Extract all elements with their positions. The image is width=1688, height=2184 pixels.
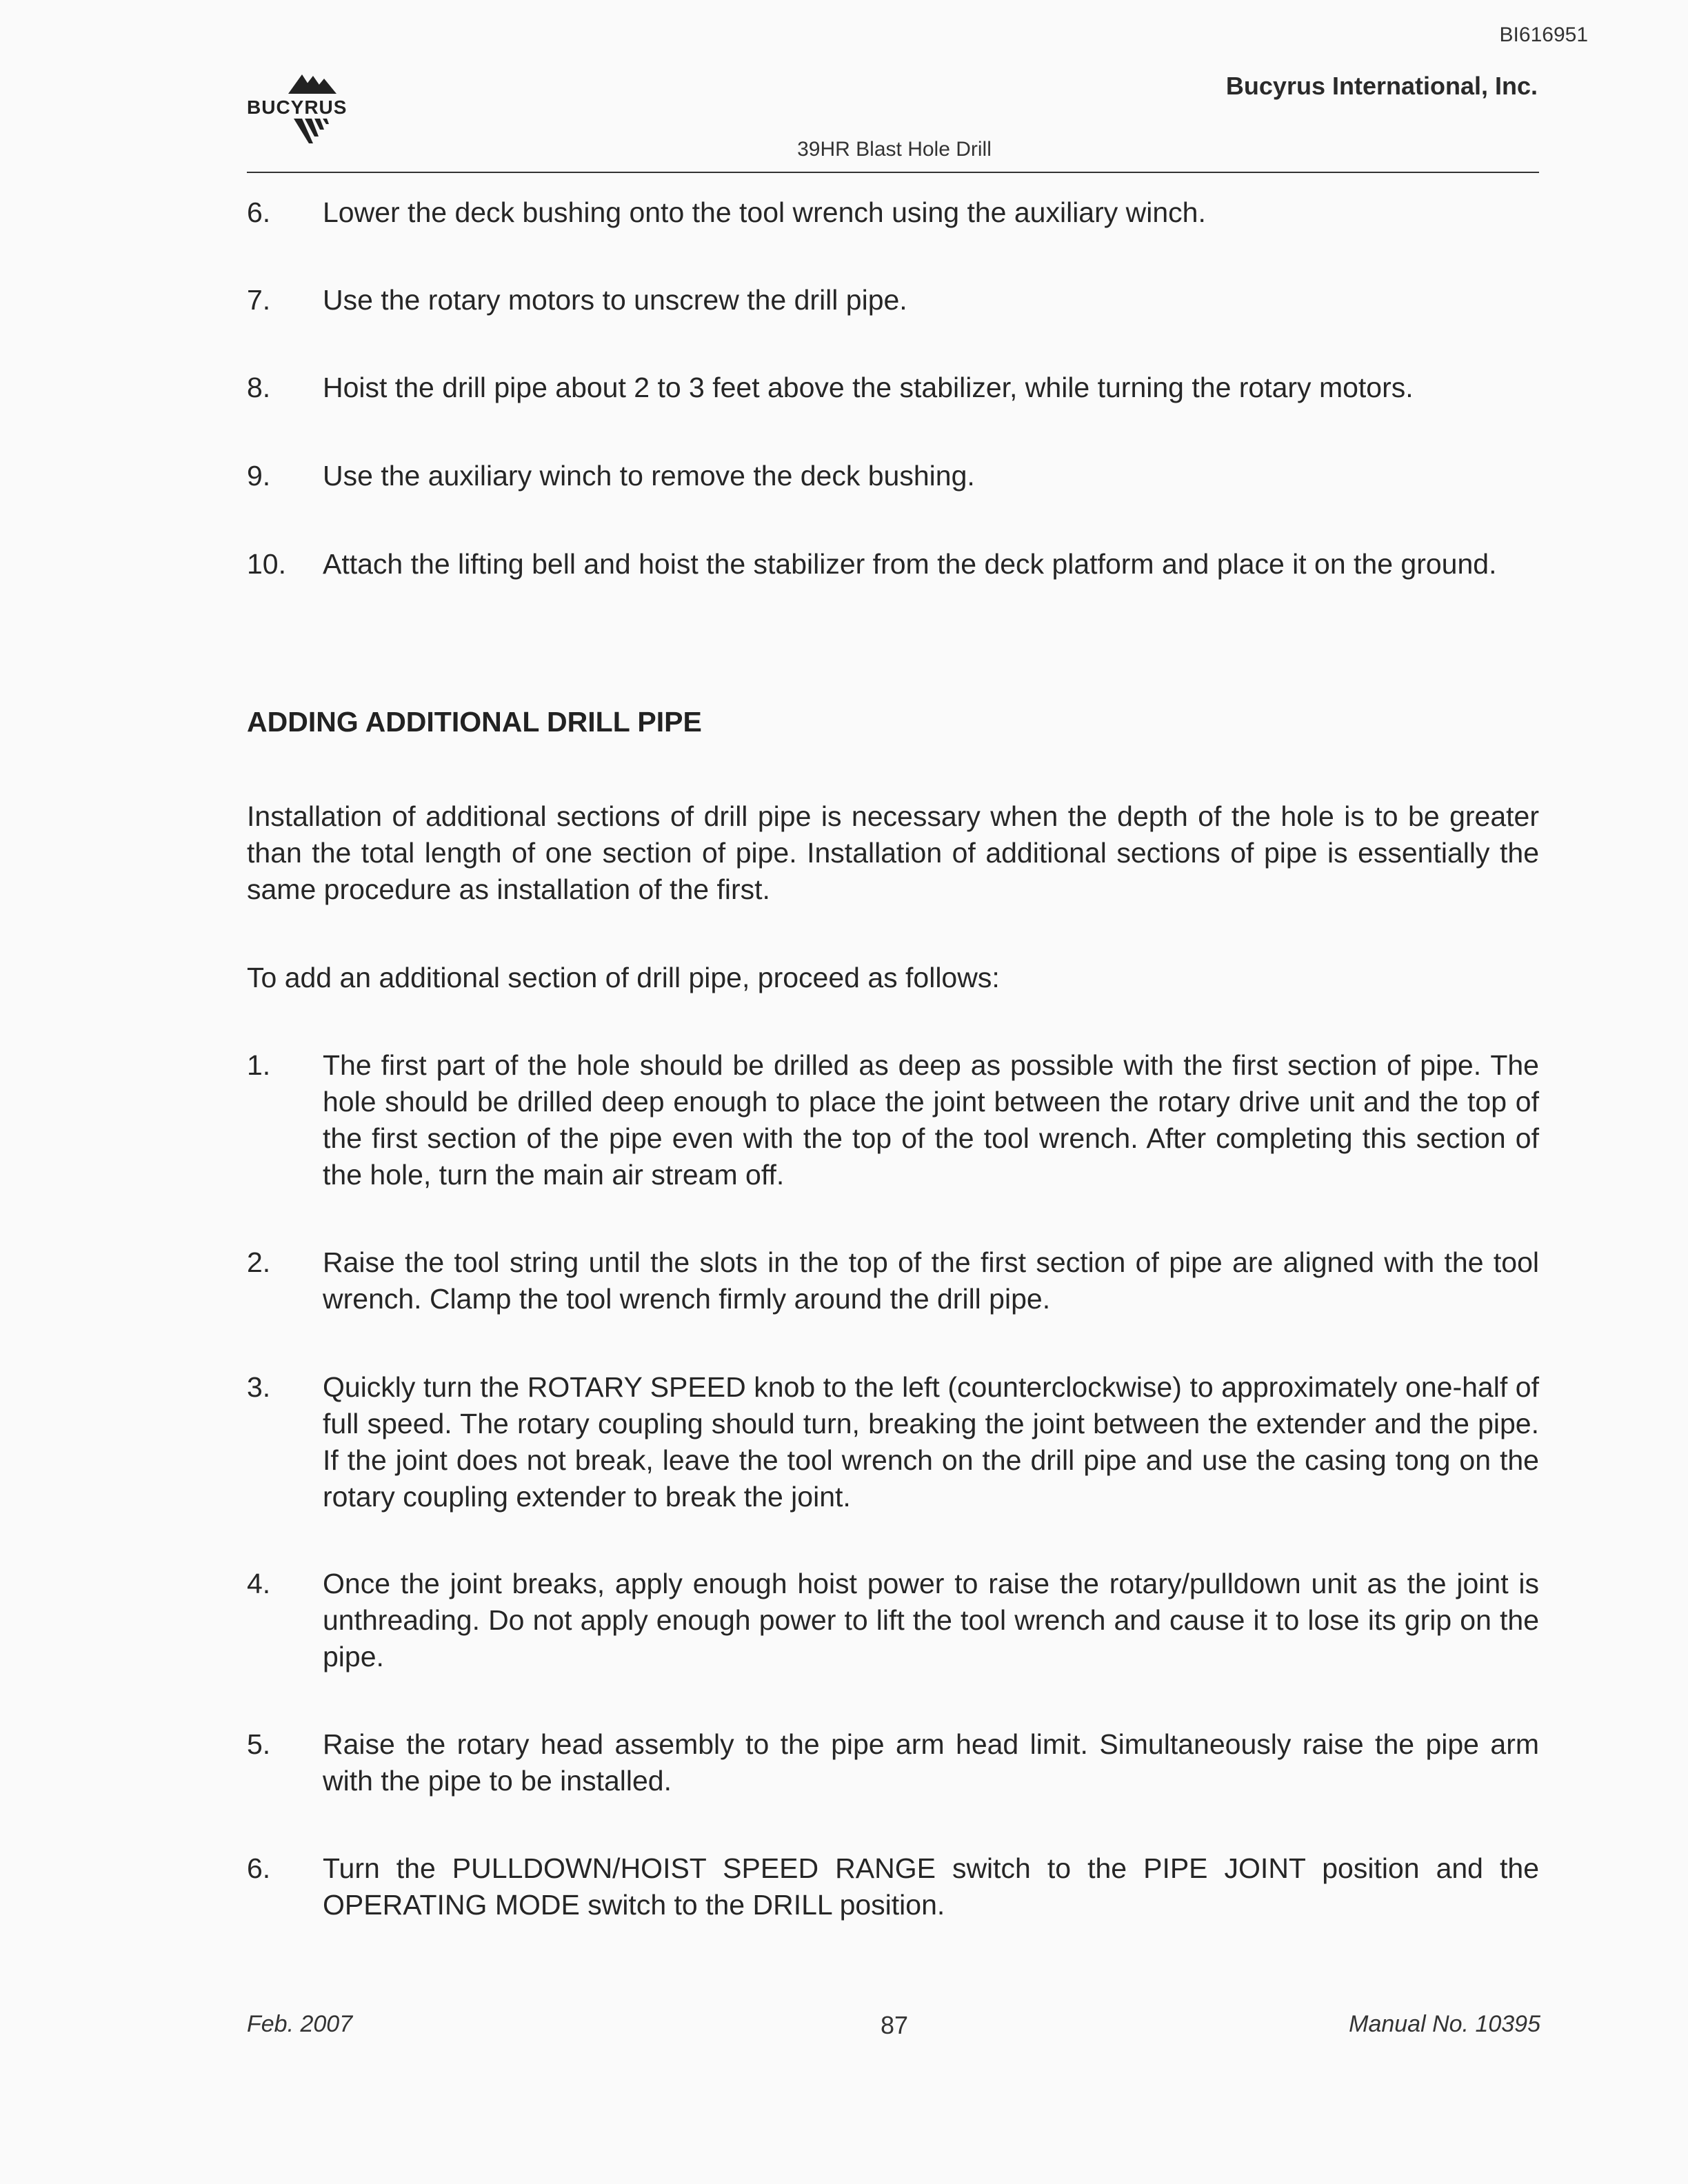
lead-paragraph: To add an additional section of drill pipe, proceed as follows: [247, 962, 1000, 993]
step-item [247, 1369, 1539, 1515]
step-text: Once the joint breaks, apply enough hoist power to raise the rotary/pulldown unit as the joint is unthreading. Do not apply enough power to lift the tool wrench and cause it to lose its grip on the pipe. [323, 1568, 1539, 1672]
step-text: Raise the tool string until the slots in the top of the first section of pipe are aligned with the tool wrench. Clamp the tool wrench firmly around the drill pipe. [323, 1246, 1539, 1315]
step-number: 8. [247, 372, 271, 403]
step-item [247, 1244, 1539, 1317]
company-name: Bucyrus International, Inc. [1225, 72, 1538, 100]
footer-manual-number: Manual No. 10395 [1349, 2011, 1540, 2037]
footer-date: Feb. 2007 [247, 2011, 353, 2037]
step-number: 6. [247, 1852, 271, 1884]
step-item [247, 458, 1539, 494]
step-number: 1. [247, 1049, 271, 1081]
document-id: BI616951 [1499, 23, 1588, 46]
step-item [247, 1850, 1539, 1923]
step-number: 4. [247, 1568, 271, 1599]
step-number: 9. [247, 460, 271, 492]
step-number: 5. [247, 1728, 271, 1760]
step-number: 6. [247, 196, 271, 228]
step-item [247, 1047, 1539, 1193]
step-text: Attach the lifting bell and hoist the stabilizer from the deck platform and place it on the ground. [323, 548, 1497, 580]
page-number: 87 [880, 2011, 909, 2039]
document-subtitle: 39HR Blast Hole Drill [797, 138, 992, 161]
step-item [247, 194, 1539, 231]
step-number: 2. [247, 1246, 271, 1278]
step-item [247, 282, 1539, 318]
step-text: Quickly turn the ROTARY SPEED knob to the left (counterclockwise) to approximately one-half of full speed. The rotary coupling should turn, breaking the joint between the extender and the pipe. If the joint does not break, leave the tool wrench on the drill pipe and use the casing tong on the rotary coupling extender to break the joint. [323, 1371, 1539, 1513]
step-number: 10. [247, 548, 286, 580]
step-text: Use the rotary motors to unscrew the drill pipe. [323, 284, 907, 316]
step-text: Hoist the drill pipe about 2 to 3 feet above the stabilizer, while turning the rotary motors. [323, 372, 1414, 403]
step-text: Raise the rotary head assembly to the pipe arm head limit. Simultaneously raise the pipe arm with the pipe to be installed. [323, 1728, 1539, 1797]
step-text: Use the auxiliary winch to remove the deck bushing. [323, 460, 975, 492]
step-text: Turn the PULLDOWN/HOIST SPEED RANGE switch to the PIPE JOINT position and the OPERATING MODE switch to the DRILL position. [323, 1852, 1539, 1921]
section-heading: ADDING ADDITIONAL DRILL PIPE [247, 706, 702, 738]
step-item [247, 546, 1539, 583]
step-text: Lower the deck bushing onto the tool wrench using the auxiliary winch. [323, 196, 1206, 228]
logo-text: BUCYRUS [247, 97, 348, 118]
step-text: The first part of the hole should be drilled as deep as possible with the first section of pipe. The hole should be drilled deep enough to place the joint between the rotary drive unit and the top of the first section of the pipe even with the top of the tool wrench. After completing this section of the hole, turn the main air stream off. [323, 1049, 1539, 1191]
step-number: 3. [247, 1371, 271, 1403]
step-number: 7. [247, 284, 271, 316]
intro-paragraph: Installation of additional sections of drill pipe is necessary when the depth of the hole is to be greater than the total length of one section of pipe. Installation of additional sections of pipe is essentially the same procedure as installation of the first. [247, 800, 1539, 905]
step-item [247, 1566, 1539, 1675]
step-item [247, 370, 1539, 406]
step-item [247, 1726, 1539, 1799]
